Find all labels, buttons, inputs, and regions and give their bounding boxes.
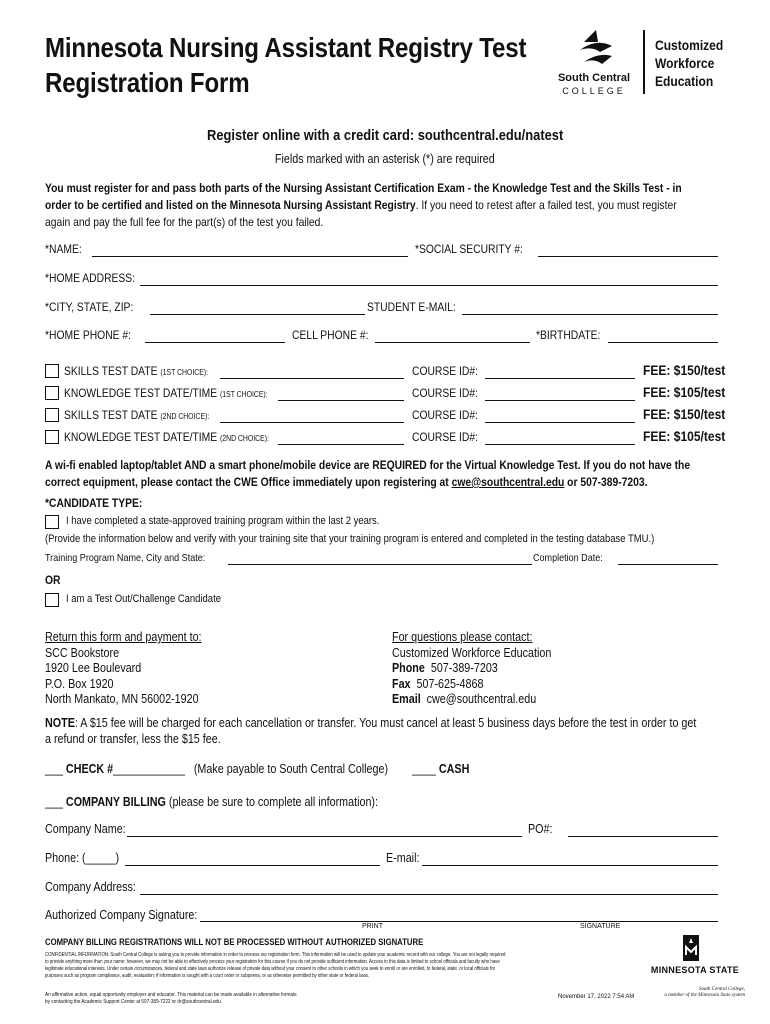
name-label: *NAME: bbox=[45, 242, 82, 256]
city-state-zip-field[interactable] bbox=[150, 314, 365, 315]
knowledge-test-1-label: KNOWLEDGE TEST DATE/TIME (1ST CHOICE): bbox=[64, 386, 268, 400]
fee-label: FEE: $105/test bbox=[643, 384, 726, 400]
birthdate-field[interactable] bbox=[608, 342, 718, 343]
affirmative-action-statement: An affirmative action, equal opportunity employer and educator. This material can be made available in alternative formats by contacting the Academic Support Center at 507-389-7222 or dr@southcentral.edu. bbox=[45, 992, 297, 1005]
test-out-label: I am a Test Out/Challenge Candidate bbox=[66, 593, 221, 605]
cell-phone-label: CELL PHONE #: bbox=[292, 328, 369, 342]
company-address-label: Company Address: bbox=[45, 880, 136, 894]
knowledge-test-2-checkbox[interactable] bbox=[45, 430, 59, 444]
required-note: Fields marked with an asterisk (*) are required bbox=[275, 152, 495, 166]
skills-test-1-checkbox[interactable] bbox=[45, 364, 59, 378]
logo-divider bbox=[643, 30, 645, 94]
company-email-field[interactable] bbox=[422, 865, 718, 866]
return-address-block: Return this form and payment to: SCC Bookstore 1920 Lee Boulevard P.O. Box 1920 North Mankato, MN 56002-1920 bbox=[45, 630, 202, 706]
skills-test-1-date-field[interactable] bbox=[220, 378, 404, 379]
course-id-label: COURSE ID#: bbox=[412, 364, 478, 378]
fee-label: FEE: $150/test bbox=[643, 362, 726, 378]
knowledge-test-2-date-field[interactable] bbox=[278, 444, 404, 445]
knowledge-test-1-date-field[interactable] bbox=[278, 400, 404, 401]
student-email-field[interactable] bbox=[462, 314, 718, 315]
skills-test-2-label: SKILLS TEST DATE (2ND CHOICE): bbox=[64, 408, 210, 422]
company-phone-field[interactable] bbox=[125, 865, 380, 866]
completion-date-label: Completion Date: bbox=[533, 552, 603, 564]
billing-warning: COMPANY BILLING REGISTRATIONS WILL NOT BE PROCESSED WITHOUT AUTHORIZED SIGNATURE bbox=[45, 937, 424, 947]
home-address-field[interactable] bbox=[140, 285, 718, 286]
company-address-field[interactable] bbox=[140, 894, 718, 895]
skills-test-1-course-field[interactable] bbox=[485, 378, 635, 379]
knowledge-test-1-course-field[interactable] bbox=[485, 400, 635, 401]
signature-caption: SIGNATURE bbox=[580, 923, 621, 930]
home-address-label: *HOME ADDRESS: bbox=[45, 271, 136, 285]
registration-instructions: You must register for and pass both parts of the Nursing Assistant Certification Exam - the Knowledge Test and the Skills Test - in order to be certified and listed on the Minnesota Nursing Assistant Registry. If you need to retest after a failed test, you must register again and pay the full fee for the part(s) of the test you failed. bbox=[45, 181, 682, 229]
print-caption: PRINT bbox=[362, 923, 383, 930]
contact-block: For questions please contact: Customized Workforce Education Phone 507-389-7203 Fax 507-625-4868 Email cwe@southcentral.edu bbox=[392, 630, 552, 706]
training-program-label: Training Program Name, City and State: bbox=[45, 552, 206, 564]
trained-candidate-checkbox[interactable] bbox=[45, 515, 59, 529]
cwe-logo-text: Customized Workforce Education bbox=[655, 37, 724, 89]
company-name-field[interactable] bbox=[127, 836, 522, 837]
knowledge-test-2-label: KNOWLEDGE TEST DATE/TIME (2ND CHOICE): bbox=[64, 430, 269, 444]
or-separator: OR bbox=[45, 573, 61, 587]
skills-test-2-course-field[interactable] bbox=[485, 422, 635, 423]
student-email-label: STUDENT E-MAIL: bbox=[367, 300, 456, 314]
candidate-type-heading: *CANDIDATE TYPE: bbox=[45, 496, 143, 510]
south-central-college-logo bbox=[554, 28, 634, 98]
college-swoosh-icon bbox=[576, 28, 616, 68]
provide-info-note: (Provide the information below and verify with your training site that your training program is entered and completed in the testing database TMU.) bbox=[45, 533, 655, 545]
training-program-field[interactable] bbox=[228, 564, 532, 565]
skills-test-2-date-field[interactable] bbox=[220, 422, 404, 423]
home-phone-label: *HOME PHONE #: bbox=[45, 328, 132, 342]
minnesota-state-icon bbox=[683, 935, 699, 961]
course-id-label: COURSE ID#: bbox=[412, 430, 478, 444]
skills-test-2-checkbox[interactable] bbox=[45, 408, 59, 422]
po-field[interactable] bbox=[568, 836, 718, 837]
skills-test-1-label: SKILLS TEST DATE (1ST CHOICE): bbox=[64, 364, 209, 378]
authorized-signature-label: Authorized Company Signature: bbox=[45, 908, 198, 922]
cell-phone-field[interactable] bbox=[375, 342, 530, 343]
college-name: South Central bbox=[557, 72, 631, 84]
cancellation-note: NOTE: A $15 fee will be charged for each cancellation or transfer. You must cancel at least 5 business days before the test in order to get a refund or transfer, less the $15 fee. bbox=[45, 716, 697, 746]
fee-label: FEE: $105/test bbox=[643, 428, 726, 444]
college-subtitle: COLLEGE bbox=[562, 86, 626, 96]
wifi-requirement: A wi-fi enabled laptop/tablet AND a smart phone/mobile device are REQUIRED for the Virtual Knowledge Test. If you do not have the correct equipment, please contact the CWE Office immediately upon registering at cwe@southcentral.edu or 507-389-7203. bbox=[45, 458, 691, 489]
print-date: November 17, 2022 7:54 AM bbox=[558, 994, 635, 1000]
ms-tagline-2: a member of the Minnesota State system bbox=[664, 993, 745, 998]
company-email-label: E-mail: bbox=[386, 851, 420, 865]
test-out-checkbox[interactable] bbox=[45, 593, 59, 607]
company-phone-label: Phone: (_____) bbox=[45, 851, 120, 865]
contact-email-link[interactable]: cwe@southcentral.edu bbox=[426, 692, 537, 706]
po-label: PO#: bbox=[528, 822, 553, 836]
form-title: Minnesota Nursing Assistant Registry Test Registration Form bbox=[45, 32, 527, 98]
city-state-zip-label: *CITY, STATE, ZIP: bbox=[45, 300, 134, 314]
authorized-signature-field[interactable] bbox=[200, 921, 718, 922]
company-billing-option[interactable]: ___ COMPANY BILLING (please be sure to complete all information): bbox=[45, 795, 379, 809]
trained-candidate-label: I have completed a state-approved training program within the last 2 years. bbox=[66, 515, 380, 527]
name-field[interactable] bbox=[92, 256, 408, 257]
confidential-notice: CONFIDENTIAL INFORMATION: South Central College is asking you to provide information in order to process our registration form. This information will be used to update your academic record with our college. You are not legally required to provide anything more than your name; however, we may not be able to effectively process your registration for this course if you do not provide sufficient information. Access to this data is limited to school officials and faculty who have legitimate educational interests. Under certain circumstances, federal and state laws authorize release of private data without your consent to other schools in which you seek to enroll or are enrolled, to federal, state, or local officials for purposes such as program compliance, audit, evaluation; if information is sought with a court order or subpoena; or as otherwise permitted by other state or federal laws. bbox=[45, 952, 506, 979]
minnesota-state-name: MINNESOTA STATE bbox=[650, 965, 740, 975]
course-id-label: COURSE ID#: bbox=[412, 408, 478, 422]
fee-label: FEE: $150/test bbox=[643, 406, 726, 422]
ms-tagline-1: South Central College, bbox=[699, 987, 745, 992]
ssn-field[interactable] bbox=[538, 256, 718, 257]
company-name-label: Company Name: bbox=[45, 822, 126, 836]
home-phone-field[interactable] bbox=[145, 342, 285, 343]
course-id-label: COURSE ID#: bbox=[412, 386, 478, 400]
cwe-email-link[interactable]: cwe@southcentral.edu bbox=[451, 475, 565, 489]
ssn-label: *SOCIAL SECURITY #: bbox=[415, 242, 523, 256]
birthdate-label: *BIRTHDATE: bbox=[536, 328, 601, 342]
knowledge-test-2-course-field[interactable] bbox=[485, 444, 635, 445]
completion-date-field[interactable] bbox=[618, 564, 718, 565]
knowledge-test-1-checkbox[interactable] bbox=[45, 386, 59, 400]
register-online-heading: Register online with a credit card: southcentral.edu/natest bbox=[206, 127, 564, 144]
check-payment-option[interactable]: ___ CHECK #____________ (Make payable to South Central College) ____ CASH bbox=[45, 762, 470, 776]
